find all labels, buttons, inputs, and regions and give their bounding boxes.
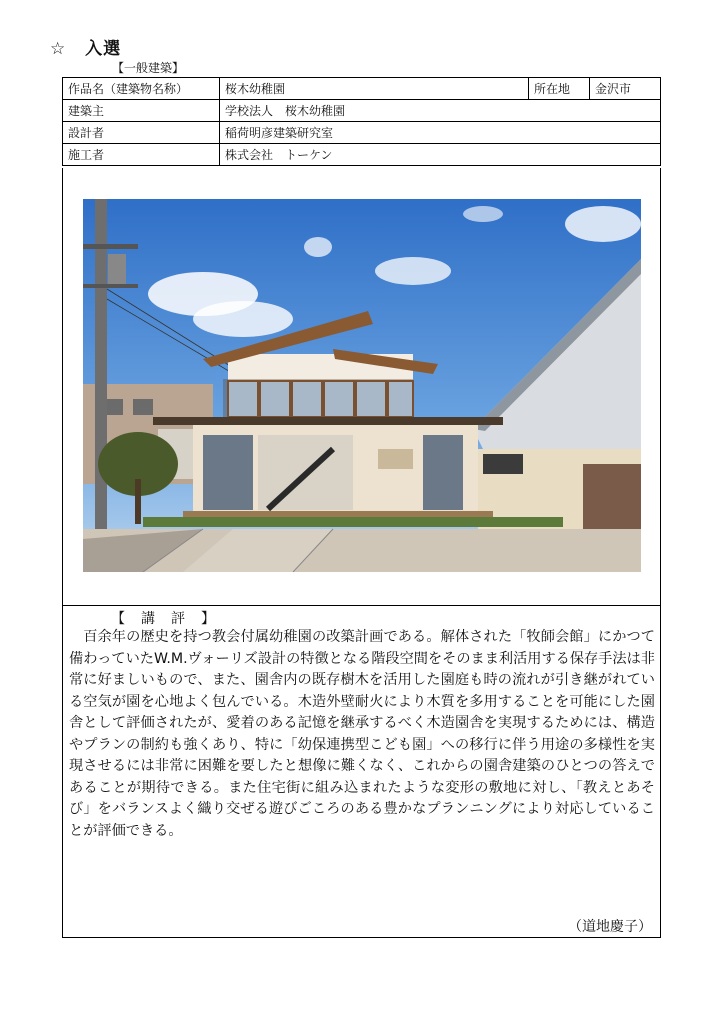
work-value: 桜木幼稚園 — [220, 78, 529, 100]
info-row-designer — [63, 122, 661, 144]
info-table — [62, 77, 661, 166]
info-row-builder — [63, 144, 661, 166]
info-row-work — [63, 78, 661, 100]
category-label: 【一般建築】 — [112, 61, 185, 75]
builder-label: 施工者 — [63, 144, 220, 166]
review-body: 百余年の歴史を持つ教会付属幼稚園の改築計画である。解体された「牧師会館」にかつて備わっていたW.M.ヴォーリズ設計の特徴となる階段空間をそのまま利活用する保存手法は非常に好ましいもので、また、園舎内の既存樹木を活用した園庭も時の流れが引き継がれている空気が園を心地よく包んでいる。木造外壁耐火により木質を多用することを可能にした園舎として評価されたが、愛着のある記憶を継承するべく木造園舎を実現するためには、構造やプランの制約も強くあり、特に「幼保連携型こども園」への移行に伴う用途の多様性を実現させるには非常に困難を要したと想像に難くなく、これからの園舎建築のひとつの答えであることが期待できる。また住宅街に組み込まれたような変形の敷地に対し、「教えとあそび」をバランスよく織り交ぜる遊びごころのある豊かなプランニングにより対応していることが評価できる。 — [69, 629, 655, 839]
review-section — [62, 605, 661, 938]
builder-value: 株式会社 トーケン — [220, 144, 661, 166]
owner-value: 学校法人 桜木幼稚園 — [220, 100, 661, 122]
location-label: 所在地 — [529, 78, 590, 100]
award-title: 入選 — [85, 39, 122, 59]
work-label: 作品名（建築物名称） — [63, 78, 220, 100]
designer-label: 設計者 — [63, 122, 220, 144]
review-title: 【 講 評 】 — [111, 611, 216, 627]
review-author: （道地慶子） — [568, 919, 652, 935]
info-row-owner — [63, 100, 661, 122]
owner-label: 建築主 — [63, 100, 220, 122]
designer-value: 稲荷明彦建築研究室 — [220, 122, 661, 144]
star-icon: ☆ — [50, 39, 67, 59]
building-photo — [83, 199, 641, 572]
location-value: 金沢市 — [590, 78, 661, 100]
photo-frame — [62, 168, 661, 605]
page-heading — [50, 34, 121, 59]
